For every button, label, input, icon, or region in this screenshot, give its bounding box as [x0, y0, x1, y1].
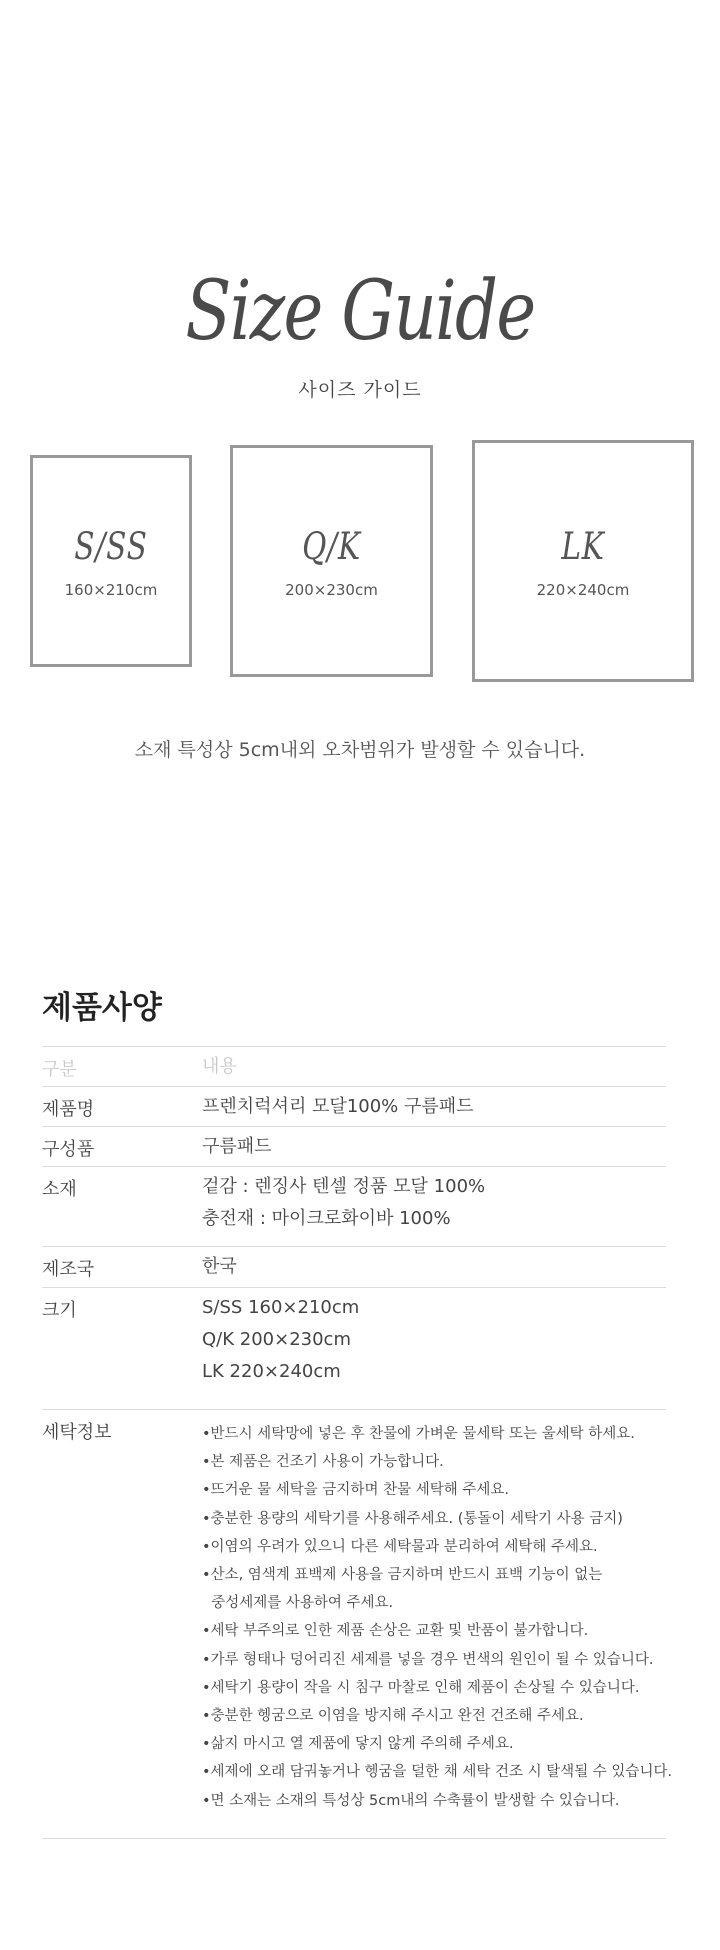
table-row-wash — [42, 1409, 673, 1839]
spec-table — [42, 1046, 673, 1839]
row-value: LK 220×240cm — [202, 1361, 341, 1382]
wash-item: •충분한 용량의 세탁기를 사용해주세요. (통돌이 세탁기 사용 금지) — [202, 1510, 623, 1527]
wash-item: •뜨거운 물 세탁을 금지하며 찬물 세탁해 주세요. — [202, 1482, 509, 1499]
wash-item: •가루 형태나 덩어리진 세제를 넣을 경우 변색의 원인이 될 수 있습니다. — [202, 1651, 654, 1668]
row-label: 제조국 — [42, 1259, 95, 1280]
row-value: 충전재 : 마이크로화이바 100% — [202, 1208, 451, 1229]
header-label: 구분 — [42, 1059, 77, 1080]
size-dimensions: 160×210cm — [64, 581, 158, 599]
size-box-q-k — [230, 445, 433, 677]
wash-item: •산소, 염색계 표백제 사용을 금지하며 반드시 표백 기능이 없는 — [202, 1567, 603, 1584]
row-value: S/SS 160×210cm — [202, 1297, 360, 1318]
row-value: 구름패드 — [202, 1136, 272, 1157]
row-value: 한국 — [202, 1256, 237, 1277]
tolerance-note: 소재 특성상 5cm내외 오차범위가 발생할 수 있습니다. — [134, 739, 586, 761]
size-dimensions: 200×230cm — [285, 581, 378, 599]
wash-item: •충분한 헹굼으로 이염을 방지해 주시고 완전 건조해 주세요. — [202, 1708, 584, 1725]
row-value: 겉감 : 렌징사 텐셀 정품 모달 100% — [202, 1176, 486, 1197]
wash-item: •면 소재는 소재의 특성상 5cm내의 수축률이 발생할 수 있습니다. — [202, 1792, 620, 1809]
wash-item: •세제에 오래 담궈놓거나 헹굼을 덜한 채 세탁 건조 시 탈색될 수 있습니다. — [202, 1764, 673, 1781]
size-name: S/SS — [74, 525, 148, 568]
header-value: 내용 — [202, 1056, 237, 1077]
size-box-s-ss — [30, 455, 192, 667]
row-value: Q/K 200×230cm — [202, 1329, 351, 1350]
wash-item: •본 제품은 건조기 사용이 가능합니다. — [202, 1454, 444, 1471]
table-row — [42, 1166, 666, 1246]
table-row — [42, 1246, 666, 1287]
row-label: 제품명 — [42, 1099, 95, 1120]
row-label: 구성품 — [42, 1139, 95, 1160]
wash-item: •이염의 우려가 있으니 다른 세탁물과 분리하여 세탁해 주세요. — [202, 1538, 598, 1555]
size-guide-subtitle: 사이즈 가이드 — [298, 379, 422, 401]
size-dimensions: 220×240cm — [536, 581, 630, 599]
wash-item: •삶지 마시고 열 제품에 닿지 않게 주의해 주세요. — [202, 1736, 514, 1753]
row-value: 프렌치럭셔리 모달100% 구름패드 — [202, 1096, 474, 1117]
table-row — [42, 1086, 666, 1126]
wash-item: •세탁기 용량이 작을 시 침구 마찰로 인해 제품이 손상될 수 있습니다. — [202, 1679, 640, 1696]
table-row — [42, 1287, 666, 1409]
table-header-row — [42, 1046, 666, 1086]
size-guide-title: Size Guide — [185, 264, 535, 359]
row-label: 소재 — [42, 1179, 77, 1200]
wash-item: •반드시 세탁망에 넣은 후 찬물에 가벼운 물세탁 또는 울세탁 하세요. — [202, 1426, 635, 1442]
row-label: 세탁정보 — [42, 1422, 112, 1443]
size-name: LK — [561, 525, 605, 568]
wash-item: •세탁 부주의로 인한 제품 손상은 교환 및 반품이 불가합니다. — [202, 1623, 589, 1640]
wash-item: 중성세제를 사용하여 주세요. — [202, 1595, 394, 1612]
size-name: Q/K — [302, 525, 361, 568]
table-row — [42, 1126, 666, 1166]
row-label: 크기 — [42, 1300, 77, 1321]
size-box-lk — [472, 440, 694, 682]
spec-title: 제품사양 — [42, 990, 162, 1026]
